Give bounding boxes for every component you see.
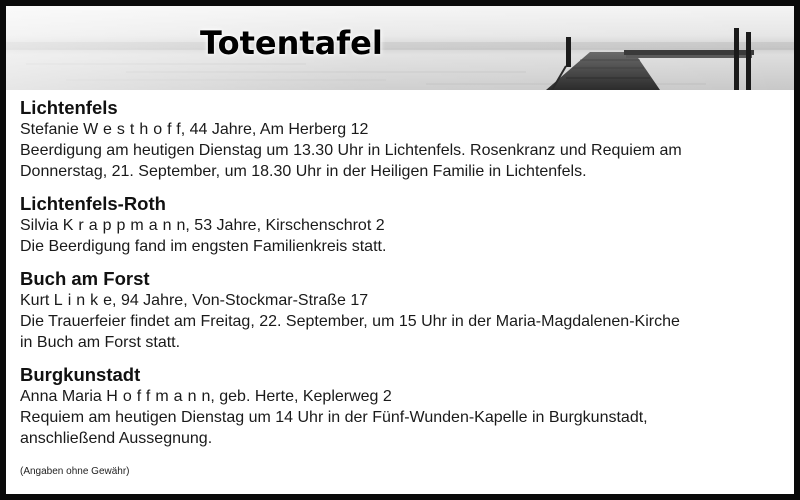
entry-place-heading: Burgkunstadt	[20, 364, 141, 385]
entry-first-name: Silvia	[20, 217, 59, 234]
entry-surname: Hoffmann	[106, 388, 216, 405]
page-title: Totentafel	[200, 24, 383, 62]
entry-surname: Linke	[53, 292, 118, 309]
lake-jetty-photo	[6, 6, 794, 90]
entry-details: , geb. Herte, Keplerweg 2	[210, 388, 392, 405]
entry-first-name: Stefanie	[20, 121, 79, 138]
obituary-entry	[20, 96, 790, 182]
entry-person-line	[20, 290, 790, 311]
entry-surname: Westhoff	[83, 121, 186, 138]
entry-first-name: Anna Maria	[20, 388, 102, 405]
entry-surname: Krappmann	[62, 217, 191, 234]
entry-details: , 53 Jahre, Kirschenschrot 2	[185, 217, 385, 234]
obituary-entry	[20, 363, 790, 449]
entry-text-line: anschließend Aussegnung.	[20, 430, 213, 447]
entry-person-line	[20, 119, 790, 140]
entry-text-line: Die Trauerfeier findet am Freitag, 22. September, um 15 Uhr in der Maria-Magdalenen-Kirche	[20, 313, 680, 330]
entry-first-name: Kurt	[20, 292, 50, 309]
entry-details: , 44 Jahre, Am Herberg 12	[180, 121, 369, 138]
entry-place-heading: Buch am Forst	[20, 268, 150, 289]
obituary-list	[20, 96, 790, 459]
entry-text-line: in Buch am Forst statt.	[20, 334, 181, 351]
entry-text-line: Beerdigung am heutigen Dienstag um 13.30 Uhr in Lichtenfels. Rosenkranz und Requiem am	[20, 142, 682, 159]
header-banner	[6, 6, 794, 90]
entry-text-line: Requiem am heutigen Dienstag um 14 Uhr in der Fünf-Wunden-Kapelle in Burgkunstadt,	[20, 409, 648, 426]
entry-text-line: Die Beerdigung fand im engsten Familienkreis statt.	[20, 238, 387, 255]
entry-person-line	[20, 215, 790, 236]
entry-place-heading: Lichtenfels-Roth	[20, 193, 166, 214]
entry-place-heading: Lichtenfels	[20, 97, 118, 118]
entry-text-line: Donnerstag, 21. September, um 18.30 Uhr in der Heiligen Familie in Lichtenfels.	[20, 163, 587, 180]
entry-details: , 94 Jahre, Von-Stockmar-Straße 17	[112, 292, 369, 309]
obituary-entry	[20, 192, 790, 257]
entry-person-line	[20, 386, 790, 407]
disclaimer-footnote: (Angaben ohne Gewähr)	[20, 466, 130, 477]
obituary-entry	[20, 267, 790, 353]
